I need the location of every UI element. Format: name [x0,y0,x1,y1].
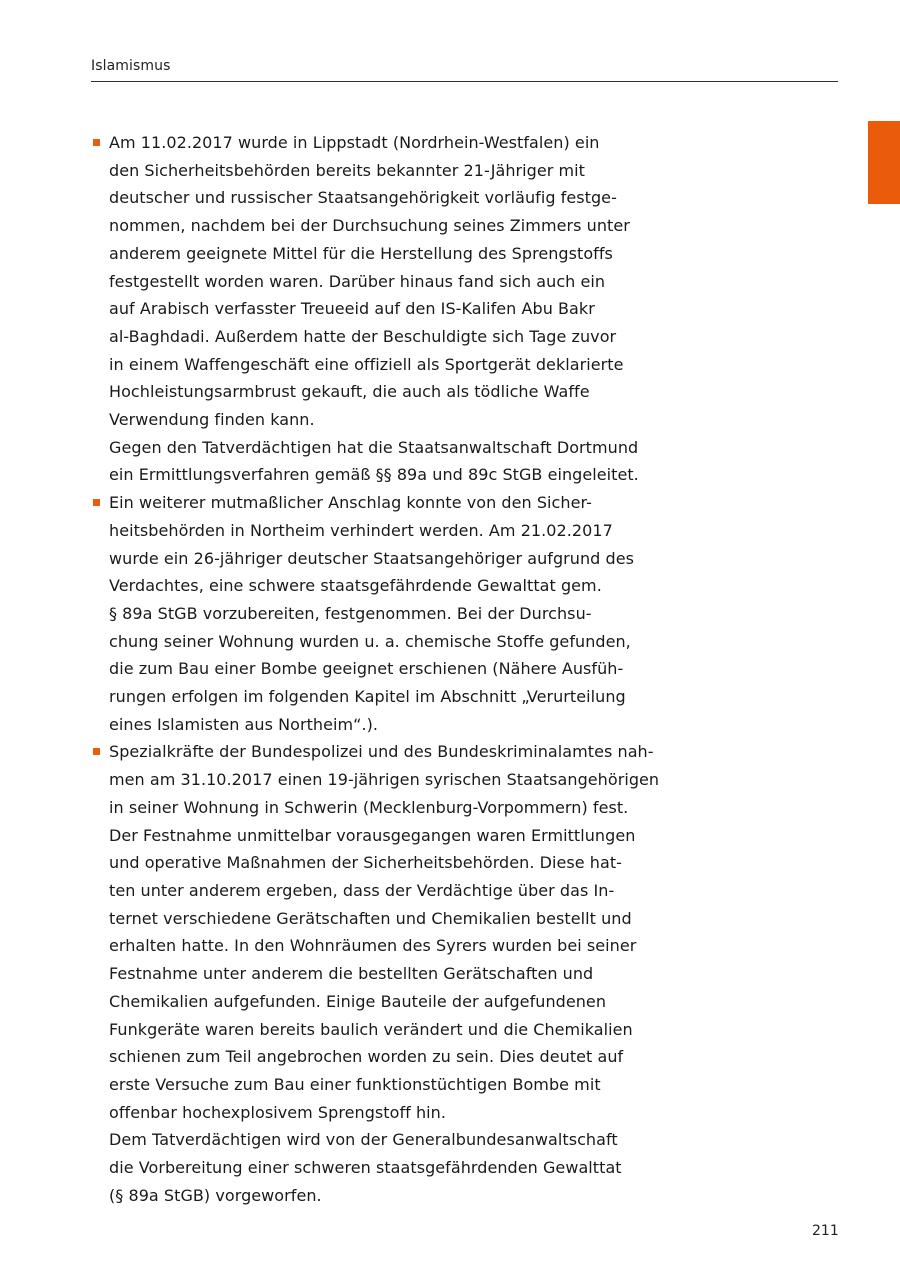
list-item [109,129,669,489]
square-bullet-icon [93,139,100,146]
body-content [109,129,669,1209]
item-paragraph: Gegen den Tatverdächtigen hat die Staatsanwaltschaft Dortmund ein Ermittlungsverfahren gemäß §§ 89a und 89c StGB eingeleitet. [109,437,639,485]
chapter-tab-marker [868,121,900,204]
running-header: Islamismus [91,58,171,74]
item-paragraph: Ein weiterer mutmaßlicher Anschlag konnte von den Sicher- heitsbehörden in Northeim verhindert werden. Am 21.02.2017 wurde ein 26-jähriger deutscher Staatsangehöriger aufgrund des Verdachtes, eine schwere staatsgefährdende Gewalttat gem. § 89a StGB vorzubereiten, festgenommen. Bei der Durchsu- chung seiner Wohnung wurden u. a. chemische Stoffe gefunden, die zum Bau einer Bombe geeignet erschienen (Nähere Ausfüh- rungen erfolgen im folgenden Kapitel im Abschnitt „Verurteilung eines Islamisten aus Northeim“.). [109,493,635,734]
list-item [109,738,669,1209]
header-rule [91,81,838,82]
page-number: 211 [812,1223,839,1239]
list-item [109,489,669,738]
square-bullet-icon [93,748,100,755]
square-bullet-icon [93,499,100,506]
item-paragraph: Dem Tatverdächtigen wird von der Generalbundesanwaltschaft die Vorbereitung einer schweren staatsgefährdenden Gewalttat (§ 89a StGB) vorgeworfen. [109,1130,622,1205]
item-paragraph: Spezialkräfte der Bundespolizei und des Bundeskriminalamtes nah- men am 31.10.2017 einen 19-jährigen syrischen Staatsangehörigen in seiner Wohnung in Schwerin (Mecklenburg-Vorpommern) fest. Der Festnahme unmittelbar vorausgegangen waren Ermittlungen und operative Maßnahmen der Sicherheitsbehörden. Diese hat- ten unter anderem ergeben, dass der Verdächtige über das In- ternet verschiedene Gerätschaften und Chemikalien bestellt und erhalten hatte. In den Wohnräumen des Syrers wurden bei seiner Festnahme unter anderem die bestellten Gerätschaften und Chemikalien aufgefunden. Einige Bauteile der aufgefundenen Funkgeräte waren bereits baulich verändert und die Chemikalien schienen zum Teil angebrochen worden zu sein. Dies deutet auf erste Versuche zum Bau einer funktionstüchtigen Bombe mit offenbar hochexplosivem Sprengstoff hin. [109,742,660,1122]
item-paragraph: Am 11.02.2017 wurde in Lippstadt (Nordrhein-Westfalen) ein den Sicherheitsbehörden bereits bekannter 21-Jähriger mit deutscher und russischer Staatsangehörigkeit vorläufig festge- nommen, nachdem bei der Durchsuchung seines Zimmers unter anderem geeignete Mittel für die Herstellung des Sprengstoffs festgestellt worden waren. Darüber hinaus fand sich auch ein auf Arabisch verfasster Treueeid auf den IS-Kalifen Abu Bakr al-Baghdadi. Außerdem hatte der Beschuldigte sich Tage zuvor in einem Waffengeschäft eine offiziell als Sportgerät deklarierte Hochleistungsarmbrust gekauft, die auch als tödliche Waffe Verwendung finden kann. [109,133,630,430]
